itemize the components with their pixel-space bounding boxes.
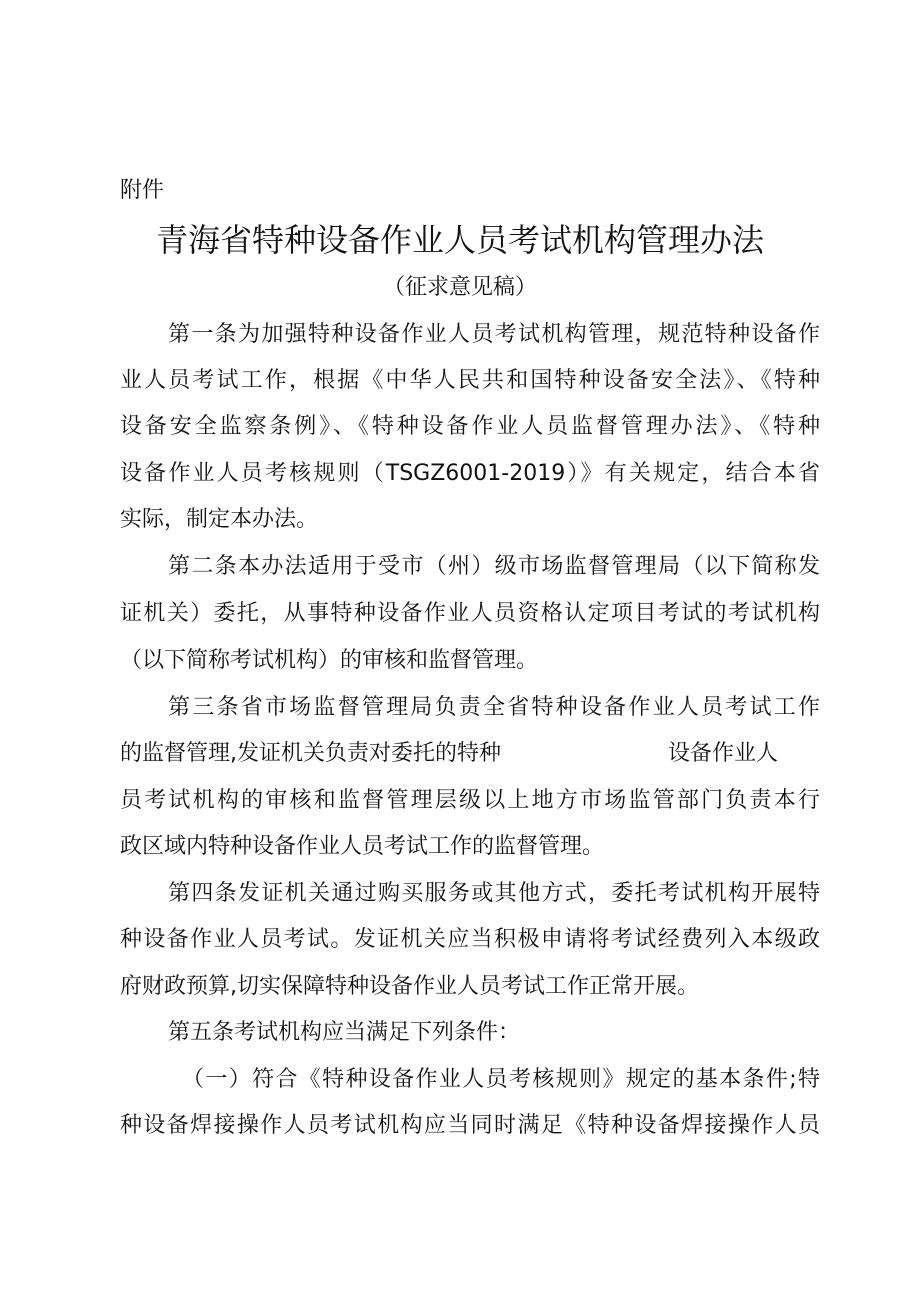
article-2-line-1: 第二条本办法适用于受市（州）级市场监督管理局（以下简称发: [168, 554, 820, 579]
attachment-label: 附件: [120, 178, 165, 203]
article-1-line-4: 设备作业人员考核规则（TSGZ6001-2019）》有关规定，结合本省: [120, 461, 820, 486]
article-2-line-2: 证机关）委托，从事特种设备作业人员资格认定项目考试的考试机构: [120, 601, 820, 626]
document-title: 青海省特种设备作业人员考试机构管理办法: [155, 221, 764, 259]
article-3-line-3: 员考试机构的审核和监督管理层级以上地方市场监管部门负责本行: [120, 788, 820, 813]
article-5-line-1: 第五条考试机构应当满足下列条件：: [168, 1020, 521, 1045]
article-3-line-2-part-2: 设备作业人: [668, 741, 779, 766]
article-3-line-4: 政区域内特种设备作业人员考试工作的监督管理。: [120, 834, 605, 859]
article-4-line-3: 府财政预算,切实保障特种设备作业人员考试工作正常开展。: [120, 974, 699, 999]
article-3-line-2-part-1: 的监督管理,发证机关负责对委托的特种: [120, 741, 501, 766]
article-1-line-1: 第一条为加强特种设备作业人员考试机构管理，规范特种设备作: [168, 322, 820, 347]
article-1-line-5: 实际，制定本办法。: [120, 507, 319, 532]
article-5-item-1-line-2: 种设备焊接操作人员考试机构应当同时满足《特种设备焊接操作人员: [120, 1113, 820, 1138]
article-1-line-3: 设备安全监察条例》、《特种设备作业人员监督管理办法》、《特种: [120, 414, 820, 439]
article-2-line-3: （以下简称考试机构）的审核和监督管理。: [120, 648, 539, 673]
article-5-item-1-line-1: （一）符合《特种设备作业人员考核规则》规定的基本条件;特: [182, 1067, 820, 1092]
article-4-line-2: 种设备作业人员考试。发证机关应当积极申请将考试经费列入本级政: [120, 927, 820, 952]
article-4-line-1: 第四条发证机关通过购买服务或其他方式，委托考试机构开展特: [168, 881, 820, 906]
article-3-line-1: 第三条省市场监督管理局负责全省特种设备作业人员考试工作: [168, 695, 820, 720]
article-1-line-2: 业人员考试工作，根据《中华人民共和国特种设备安全法》、《特种: [120, 368, 820, 393]
document-subtitle: （征求意见稿）: [382, 275, 537, 300]
